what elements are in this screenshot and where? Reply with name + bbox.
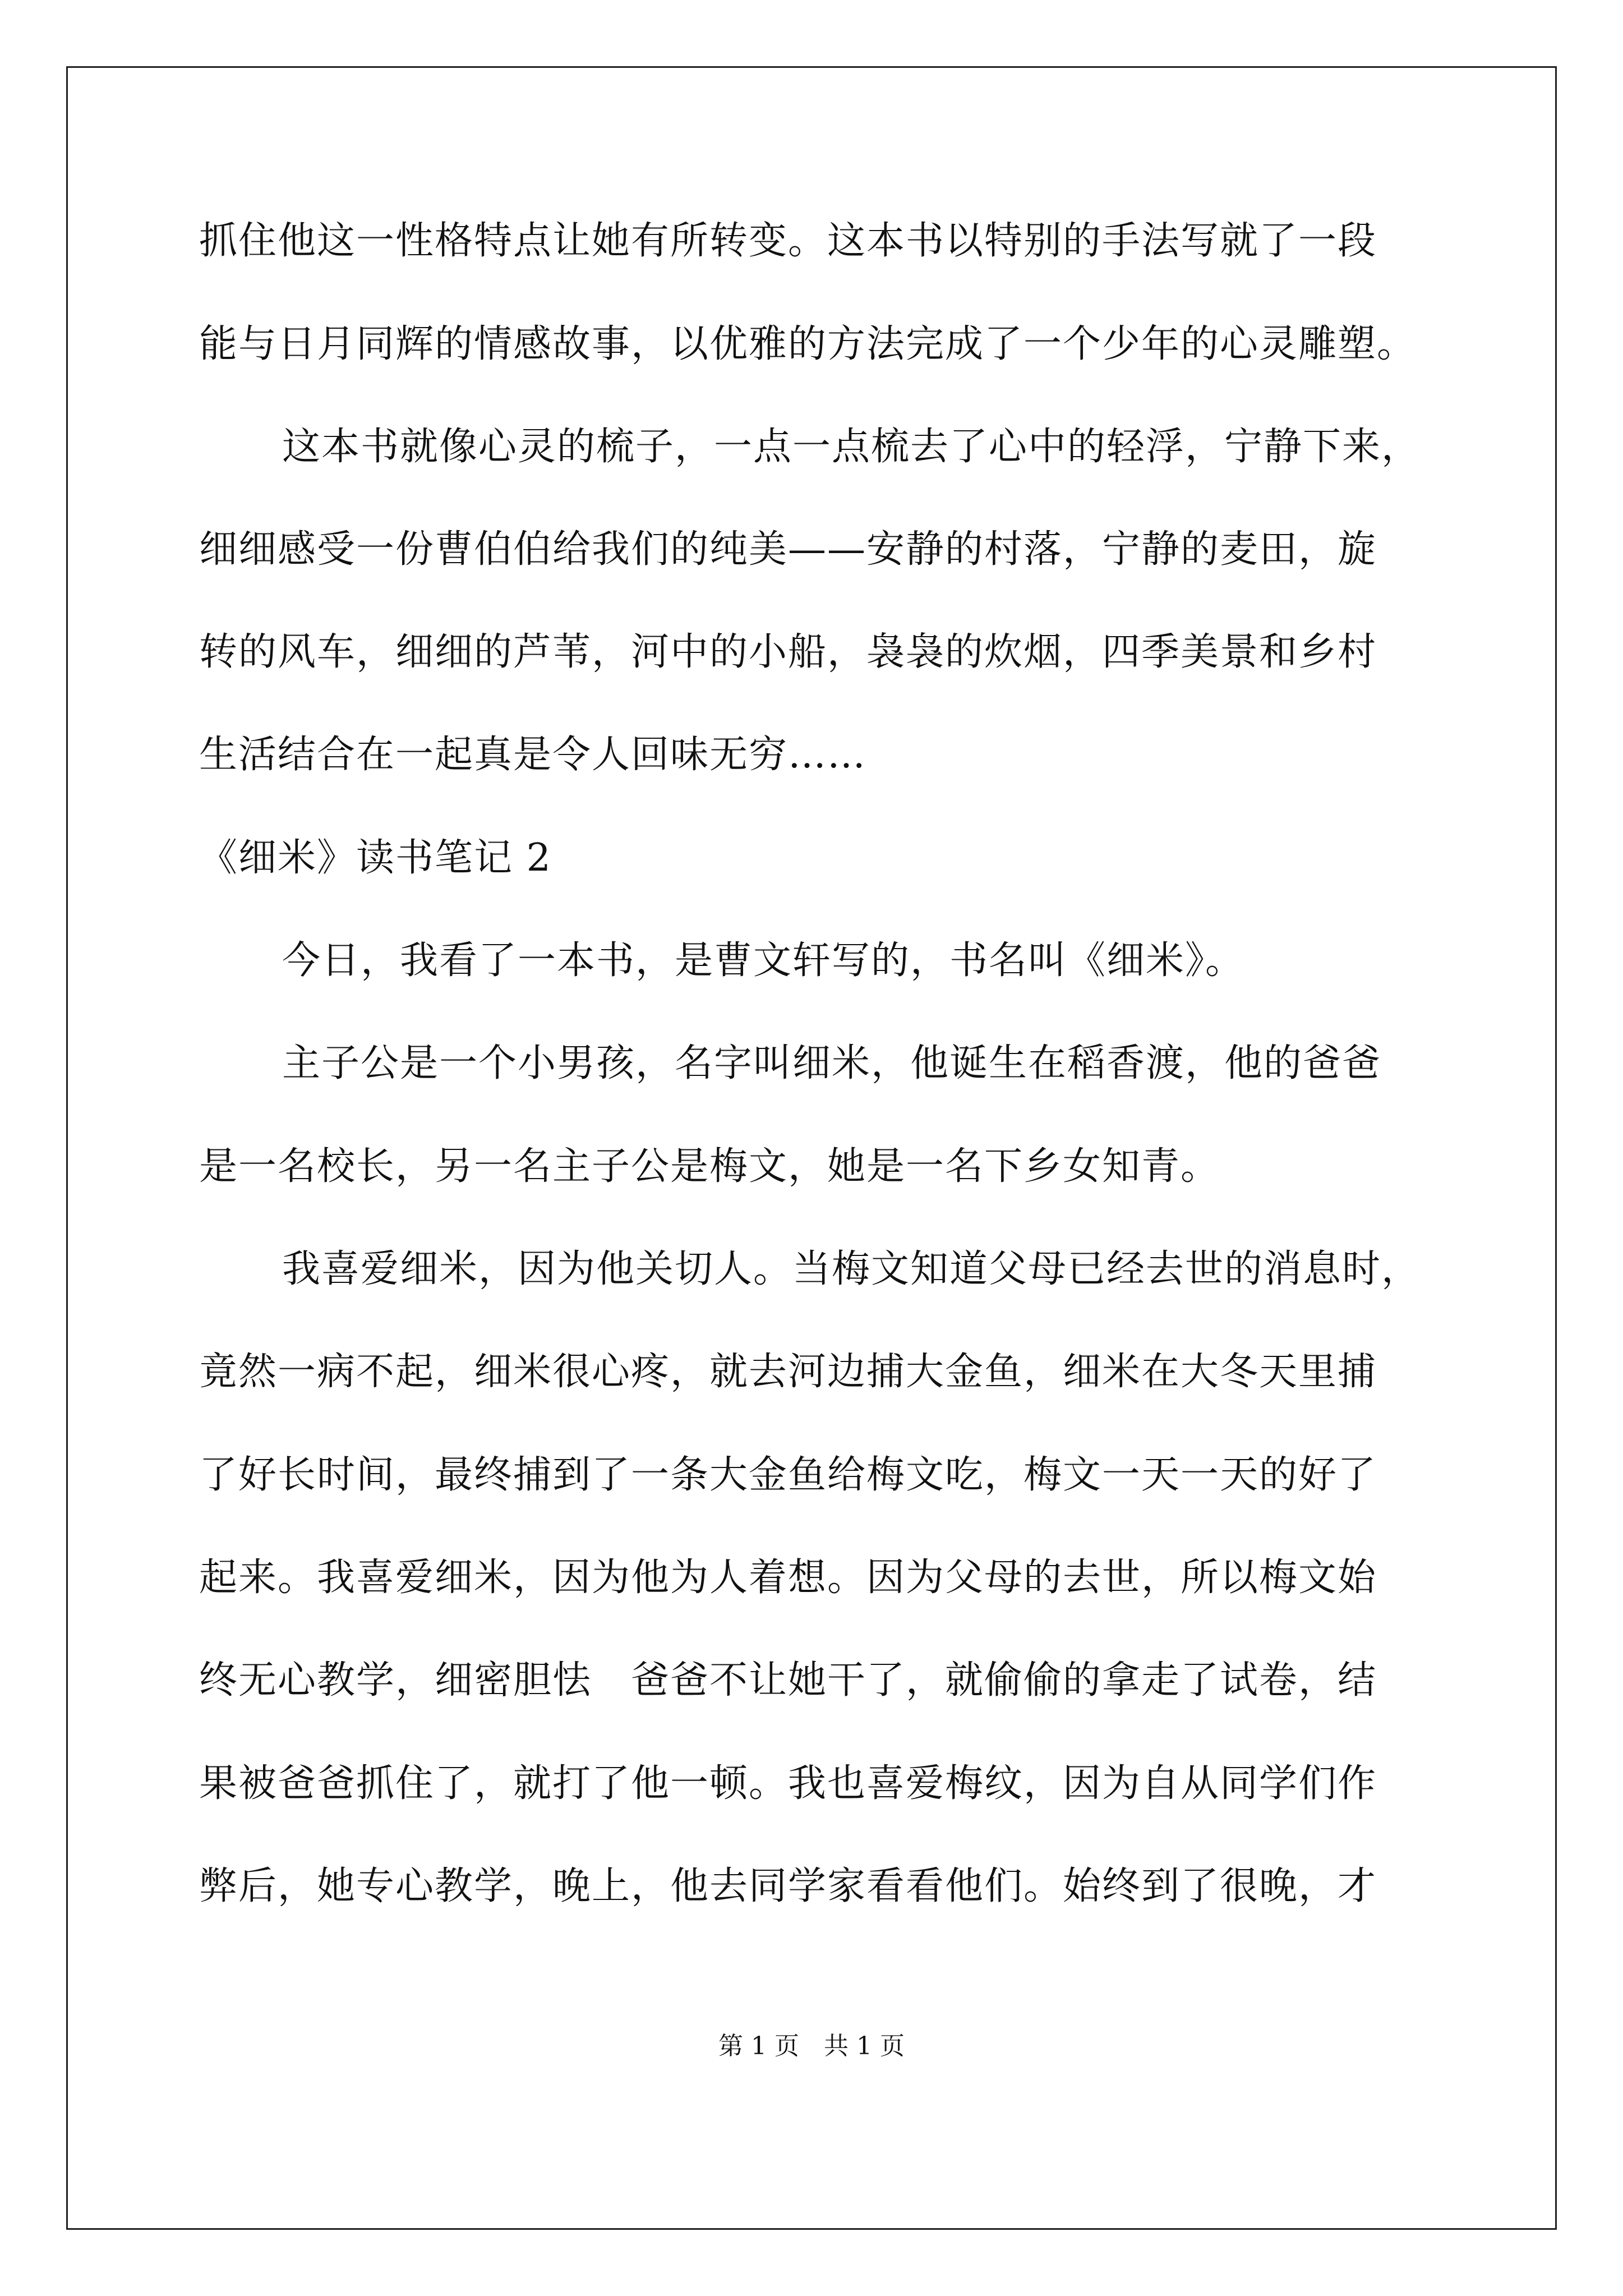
page-footer: 第 1 页 共 1 页 [718, 2032, 905, 2060]
text-line-3: 这本书就像心灵的梳子，一点一点梳去了心中的轻浮，宁静下来， [282, 425, 1421, 469]
text-line-2: 能与日月同辉的情感故事，以优雅的方法完成了一个少年的心灵雕塑。 [199, 322, 1417, 366]
text-line-9: 主子公是一个小男孩，名字叫细米，他诞生在稻香渡，他的爸爸 [282, 1041, 1382, 1085]
text-line-8: 今日，我看了一本书，是曹文轩写的，书名叫《细米》。 [282, 938, 1245, 983]
text-line-15: 终无心教学，细密胆怯 爸爸不让她干了，就偷偷的拿走了试卷，结 [199, 1658, 1377, 1703]
text-line-10: 是一名校长，另一名主子公是梅文，她是一名下乡女知青。 [199, 1144, 1220, 1189]
text-line-5: 转的风车，细细的芦苇，河中的小船，袅袅的炊烟，四季美景和乡村 [199, 630, 1377, 674]
text-line-14: 起来。我喜爱细米，因为他为人着想。因为父母的去世，所以梅文始 [199, 1556, 1377, 1600]
section-heading: 《细米》读书笔记 2 [199, 836, 552, 880]
text-line-11: 我喜爱细米，因为他关切人。当梅文知道父母已经去世的消息时， [282, 1247, 1421, 1291]
text-line-13: 了好长时间，最终捕到了一条大金鱼给梅文吃，梅文一天一天的好了 [199, 1453, 1377, 1497]
text-line-17: 弊后，她专心教学，晚上，他去同学家看看他们。始终到了很晚，才 [199, 1864, 1377, 1908]
text-line-12: 竟然一病不起，细米很心疼，就去河边捕大金鱼，细米在大冬天里捕 [199, 1350, 1377, 1394]
text-line-1: 抓住他这一性格特点让她有所转变。这本书以特别的手法写就了一段 [199, 219, 1377, 263]
text-line-4: 细细感受一份曹伯伯给我们的纯美——安静的村落，宁静的麦田，旋 [199, 527, 1377, 572]
text-line-16: 果被爸爸抓住了，就打了他一顿。我也喜爱梅纹，因为自从同学们作 [199, 1761, 1377, 1806]
text-line-6: 生活结合在一起真是令人回味无穷…… [199, 733, 867, 777]
